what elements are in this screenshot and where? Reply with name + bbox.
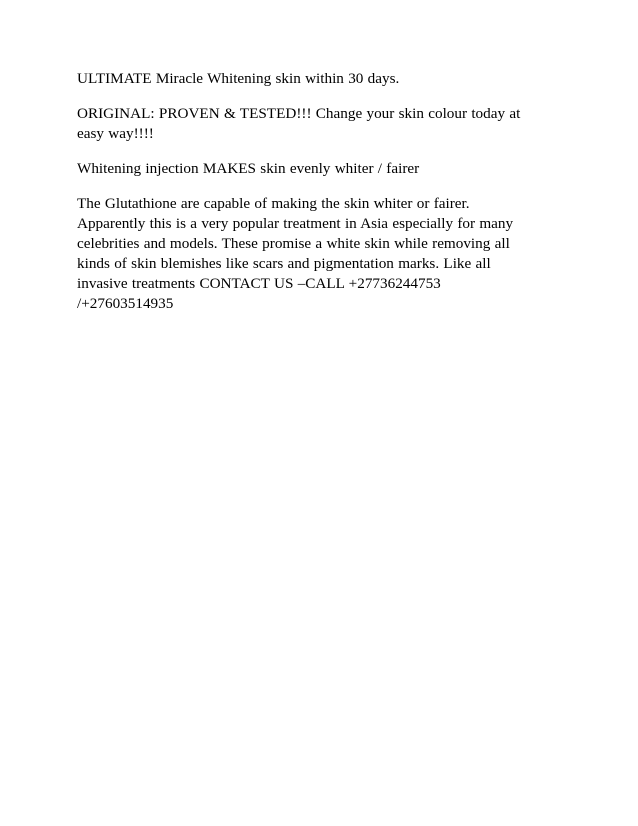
text-line: The Glutathione are capable of making the skin whiter or fairer.: [77, 195, 470, 212]
text-line: ORIGINAL: PROVEN & TESTED!!! Change your skin colour today at: [77, 105, 521, 122]
text-line: kinds of skin blemishes like scars and pigmentation marks. Like all: [77, 255, 491, 272]
text-line: ULTIMATE Miracle Whitening skin within 30 days.: [77, 70, 400, 87]
contact-line: invasive treatments CONTACT US –CALL +27736244753: [77, 275, 441, 292]
text-line: celebrities and models. These promise a white skin while removing all: [77, 235, 510, 252]
text-line: Whitening injection MAKES skin evenly whiter / fairer: [77, 160, 420, 177]
subheading-paragraph: [77, 159, 567, 179]
description-paragraph: [77, 194, 567, 314]
headline-paragraph: [77, 69, 567, 89]
document-body: [77, 69, 567, 329]
text-line: easy way!!!!: [77, 125, 154, 142]
text-line: Apparently this is a very popular treatment in Asia especially for many: [77, 215, 514, 232]
claim-paragraph: [77, 104, 567, 144]
contact-line: /+27603514935: [77, 295, 174, 312]
